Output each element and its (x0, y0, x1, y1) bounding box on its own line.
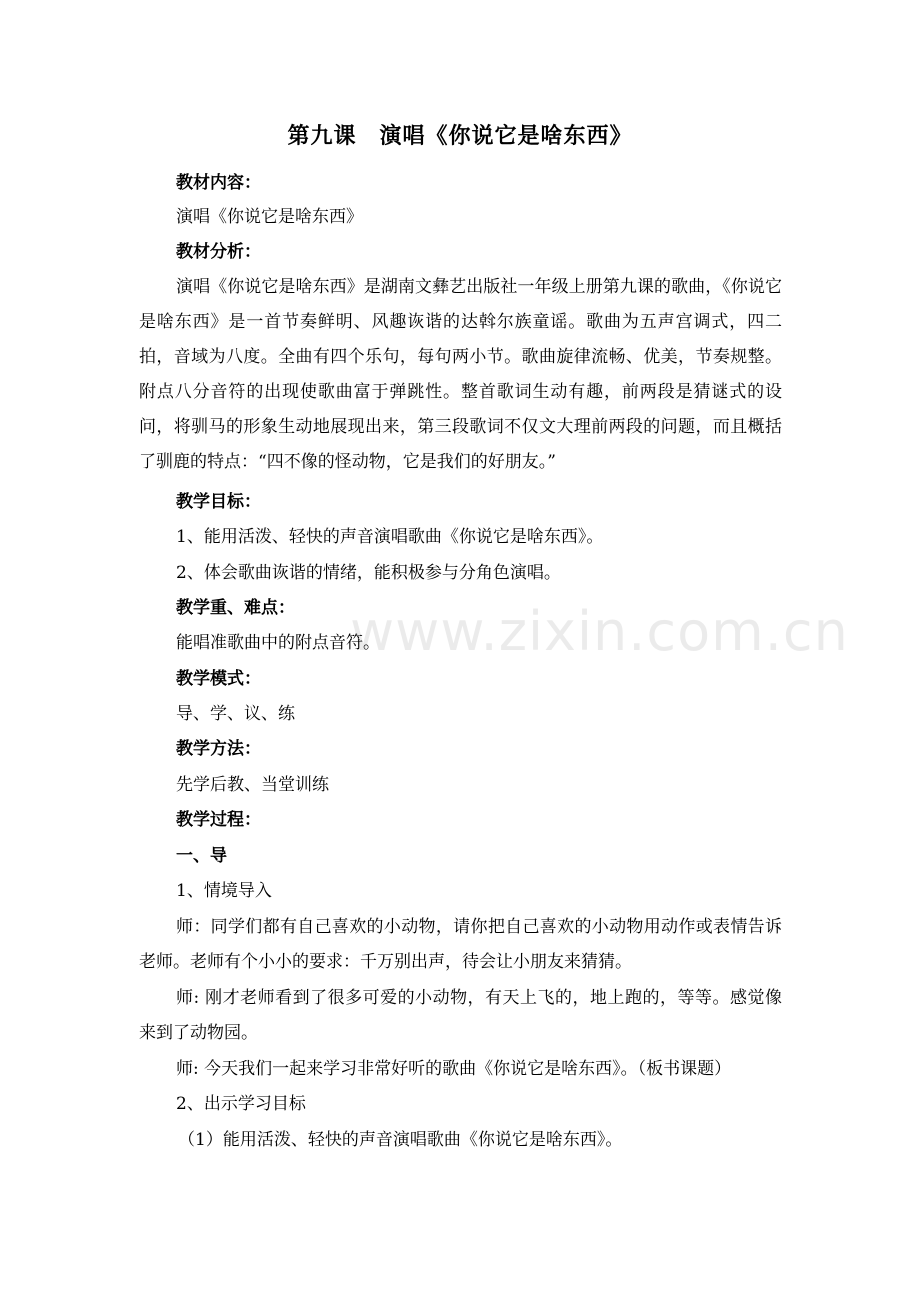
section-heading-key-points: 教学重、难点： (176, 598, 295, 618)
mode-text: 导、学、议、练 (176, 704, 295, 724)
section-heading-analysis: 教材分析： (176, 242, 261, 262)
page-title: 第九课 演唱《你说它是啥东西》 (287, 124, 633, 149)
watermark: www.zixin.com.cn (350, 600, 849, 663)
analysis-paragraph: 演唱《你说它是啥东西》是湖南文彝艺出版社一年级上册第九课的歌曲，《你说它是啥东西》是一首节奏鲜明、风趣诙谐的达斡尔族童谣。歌曲为五声宫调式，四二拍，音域为八度。全曲有四个乐句，每句两小节。歌曲旋律流畅、优美，节奏规整。附点八分音符的出现使歌曲富于弹跳性。整首歌词生动有趣，前两段是猜谜式的设问，将驯马的形象生动地展现出来，第三段歌词不仅文大理前两段的问题，而且概括了驯鹿的特点：“四不像的怪动物，它是我们的好朋友。” (139, 277, 782, 472)
goal-item-2: 2、体会歌曲诙谐的情绪，能积极参与分角色演唱。 (176, 563, 561, 583)
process-paragraph-2: 师: 刚才老师看到了很多可爱的小动物，有天上飞的，地上跑的，等等。感觉像来到了动物园。 (139, 988, 782, 1043)
process-subheading: 一、导 (176, 846, 227, 866)
process-step-2: 2、出示学习目标 (176, 1094, 306, 1114)
section-heading-process: 教学过程： (176, 810, 261, 830)
process-paragraph-1: 师：同学们都有自己喜欢的小动物，请你把自己喜欢的小动物用动作或表情告诉老师。老师有个小小的要求：千万别出声，待会让小朋友来猜猜。 (139, 917, 782, 972)
method-text: 先学后教、当堂训练 (176, 775, 329, 795)
process-paragraph-3: 师: 今天我们一起来学习非常好听的歌曲《你说它是啥东西》。（板书课题） (176, 1059, 732, 1079)
process-step-1: 1、情境导入 (176, 881, 272, 901)
section-heading-goals: 教学目标： (176, 492, 261, 512)
material-content: 演唱《你说它是啥东西》 (176, 207, 363, 227)
process-goal-1: （1）能用活泼、轻快的声音演唱歌曲《你说它是啥东西》。 (178, 1130, 623, 1150)
section-heading-method: 教学方法： (176, 739, 261, 759)
section-heading-mode: 教学模式： (176, 669, 261, 689)
section-heading-material: 教材内容： (176, 173, 261, 193)
key-points-text: 能唱准歌曲中的附点音符。 (176, 633, 380, 653)
goal-item-1: 1、能用活泼、轻快的声音演唱歌曲《你说它是啥东西》。 (176, 527, 604, 547)
